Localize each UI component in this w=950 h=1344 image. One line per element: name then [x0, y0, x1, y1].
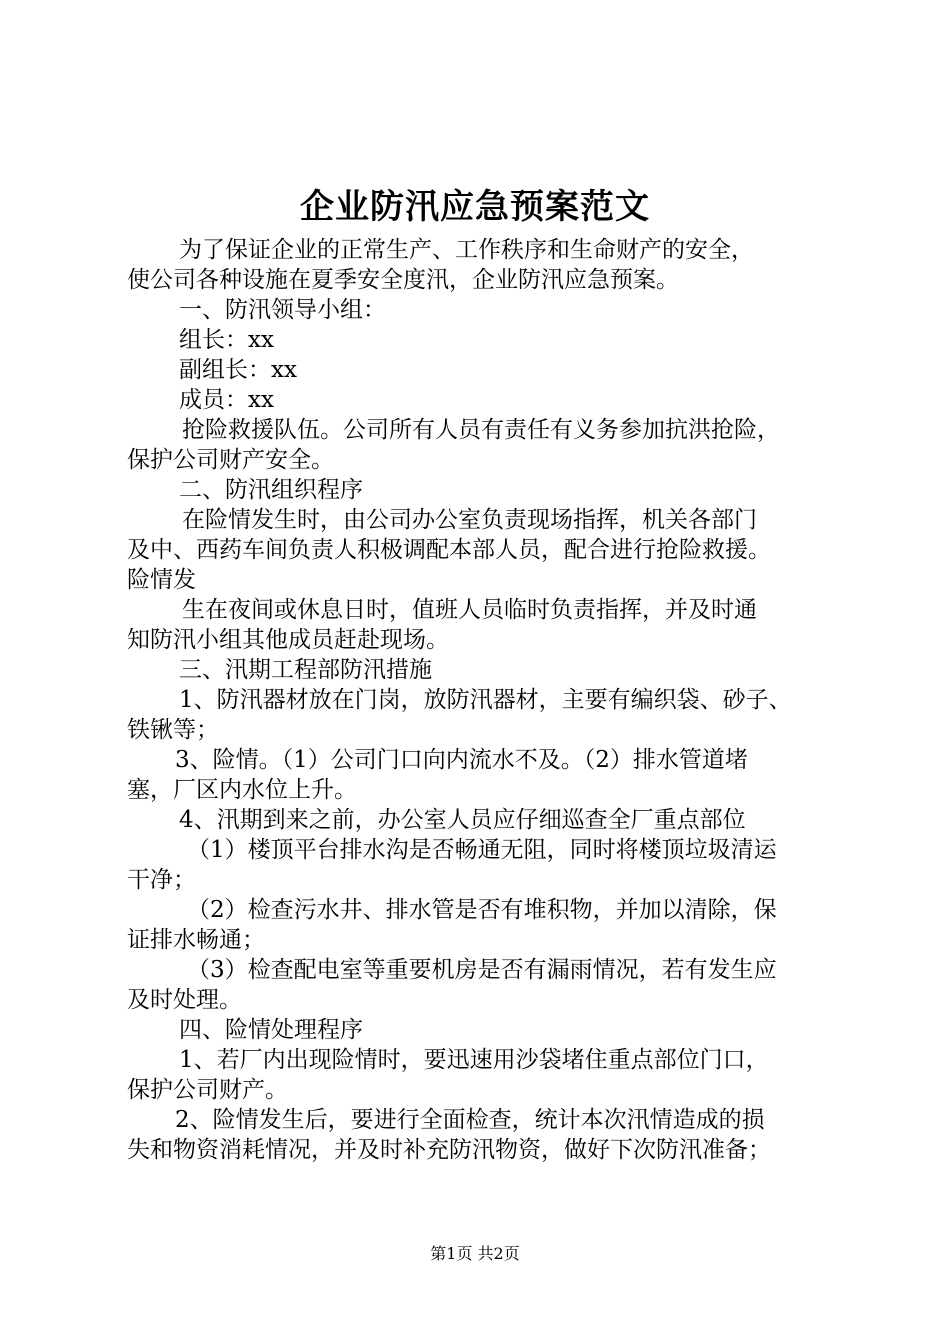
- paragraph-line: 为了保证企业的正常生产、工作秩序和生命财产的安全，: [179, 237, 754, 263]
- section-heading: 三、汛期工程部防汛措施: [179, 657, 432, 683]
- paragraph-line: 4、汛期到来之前，办公室人员应仔细巡查全厂重点部位: [179, 807, 746, 833]
- paragraph-line: 及时处理。: [127, 987, 242, 1013]
- paragraph-line: 铁锹等；: [127, 717, 219, 743]
- paragraph-line: 成员：xx: [179, 387, 274, 413]
- paragraph-line: （1）楼顶平台排水沟是否畅通无阻，同时将楼顶垃圾清运: [187, 837, 777, 863]
- paragraph-line: （3）检查配电室等重要机房是否有漏雨情况，若有发生应: [187, 957, 777, 983]
- paragraph-line: 副组长：xx: [179, 357, 297, 383]
- paragraph-line: 保护公司财产安全。: [127, 447, 334, 473]
- paragraph-line: 险情发: [127, 567, 196, 593]
- paragraph-line: 1、若厂内出现险情时，要迅速用沙袋堵住重点部位门口，: [179, 1047, 769, 1073]
- paragraph-line: 生在夜间或休息日时，值班人员临时负责指挥，并及时通: [182, 597, 757, 623]
- paragraph-line: 在险情发生时，由公司办公室负责现场指挥，机关各部门: [182, 507, 757, 533]
- paragraph-line: 2、险情发生后，要进行全面检查，统计本次汛情造成的损: [175, 1107, 765, 1133]
- paragraph-line: （2）检查污水井、排水管是否有堆积物，并加以清除，保: [187, 897, 777, 923]
- document-title: 企业防汛应急预案范文: [300, 187, 650, 227]
- paragraph-line: 1、防汛器材放在门岗，放防汛器材，主要有编织袋、砂子、: [179, 687, 792, 713]
- paragraph-line: 干净；: [127, 867, 196, 893]
- paragraph-line: 保护公司财产。: [127, 1077, 288, 1103]
- section-heading: 四、险情处理程序: [179, 1017, 363, 1043]
- paragraph-line: 使公司各种设施在夏季安全度汛，企业防汛应急预案。: [127, 267, 679, 293]
- document-body: [127, 235, 839, 1165]
- paragraph-line: 组长：xx: [179, 327, 274, 353]
- paragraph-line: 3、险情。（1）公司门口向内流水不及。（2）排水管道堵: [175, 747, 748, 773]
- page-footer: 第1页 共2页: [430, 1244, 520, 1263]
- paragraph-line: 抢险救援队伍。公司所有人员有责任有义务参加抗洪抢险，: [182, 417, 780, 443]
- paragraph-line: 及中、西药车间负责人积极调配本部人员，配合进行抢险救援。: [127, 537, 771, 563]
- paragraph-line: 知防汛小组其他成员赶赴现场。: [127, 627, 449, 653]
- section-heading: 一、防汛领导小组：: [179, 297, 386, 323]
- paragraph-line: 证排水畅通；: [127, 927, 265, 953]
- section-heading: 二、防汛组织程序: [179, 477, 363, 503]
- paragraph-line: 失和物资消耗情况，并及时补充防汛物资，做好下次防汛准备；: [127, 1137, 771, 1163]
- paragraph-line: 塞，厂区内水位上升。: [127, 777, 357, 803]
